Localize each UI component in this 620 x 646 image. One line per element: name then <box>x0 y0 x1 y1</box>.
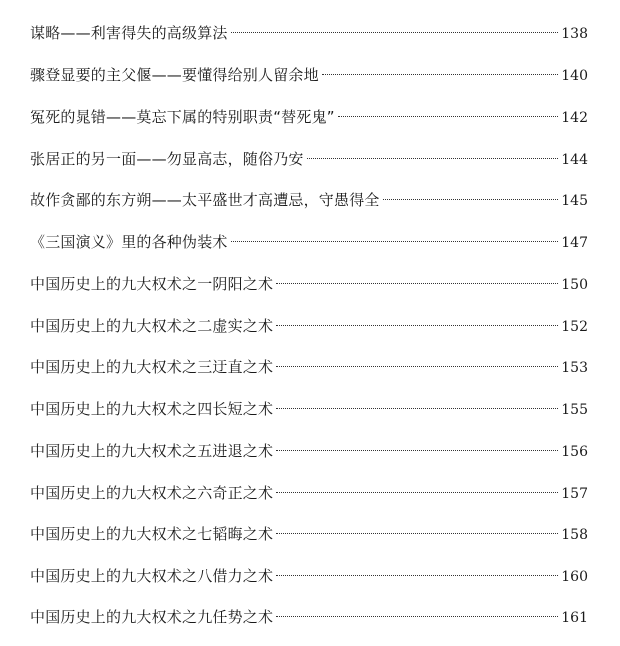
toc-entry-title: 中国历史上的九大权术之四长短之术 <box>30 400 274 418</box>
toc-entry-title: 中国历史上的九大权术之一阴阳之术 <box>30 275 274 293</box>
toc-entry-page: 153 <box>561 360 588 376</box>
toc-entry-page: 144 <box>561 152 588 168</box>
toc-entry-page: 156 <box>561 444 588 460</box>
toc-entry[interactable] <box>30 313 588 339</box>
toc-entry[interactable] <box>30 604 588 630</box>
toc-entry[interactable] <box>30 271 588 297</box>
toc-entry-title: 中国历史上的九大权术之六奇正之术 <box>30 484 274 502</box>
toc-entry-page: 160 <box>561 569 588 585</box>
toc-entry-page: 150 <box>561 277 588 293</box>
dot-leader <box>322 74 558 75</box>
toc-entry-title: 中国历史上的九大权术之七韬晦之术 <box>30 525 274 543</box>
dot-leader <box>276 616 558 617</box>
dot-leader <box>383 199 559 200</box>
toc-entry[interactable] <box>30 104 588 130</box>
toc-entry[interactable] <box>30 354 588 380</box>
toc-entry-page: 142 <box>561 110 588 126</box>
toc-entry[interactable] <box>30 20 588 46</box>
dot-leader <box>276 366 558 367</box>
toc-entry-title: 中国历史上的九大权术之八借力之术 <box>30 567 274 585</box>
toc-entry-title: 中国历史上的九大权术之三迂直之术 <box>30 358 274 376</box>
dot-leader <box>276 325 558 326</box>
toc-entry[interactable] <box>30 438 588 464</box>
toc-entry[interactable] <box>30 563 588 589</box>
toc-entry-title: 张居正的另一面——勿显高志，随俗乃安 <box>30 150 304 168</box>
toc-entry-title: 故作贪鄙的东方朔——太平盛世才高遭忌，守愚得全 <box>30 191 380 209</box>
toc-entry-page: 155 <box>561 402 588 418</box>
toc-entry-page: 138 <box>561 26 588 42</box>
toc-entry-page: 147 <box>561 235 588 251</box>
dot-leader <box>231 241 559 242</box>
toc-entry-title: 中国历史上的九大权术之二虚实之术 <box>30 317 274 335</box>
toc-entry-page: 157 <box>561 486 588 502</box>
toc-entry-title: 《三国演义》里的各种伪装术 <box>30 233 228 251</box>
toc-entry-title: 中国历史上的九大权术之五进退之术 <box>30 442 274 460</box>
toc-entry-page: 145 <box>561 193 588 209</box>
dot-leader <box>276 408 558 409</box>
toc-entry-title: 中国历史上的九大权术之九任势之术 <box>30 608 274 626</box>
toc-entry[interactable] <box>30 146 588 172</box>
toc-entry[interactable] <box>30 480 588 506</box>
toc-entry-page: 140 <box>561 68 588 84</box>
dot-leader <box>276 492 558 493</box>
dot-leader <box>276 450 558 451</box>
toc-entry[interactable] <box>30 187 588 213</box>
dot-leader <box>276 283 558 284</box>
toc-entry-page: 152 <box>561 319 588 335</box>
toc-entry[interactable] <box>30 229 588 255</box>
dot-leader <box>307 158 559 159</box>
dot-leader <box>276 533 558 534</box>
toc-entry-title: 骤登显要的主父偃——要懂得给别人留余地 <box>30 66 319 84</box>
toc-entry-page: 161 <box>561 610 588 626</box>
toc-entry[interactable] <box>30 521 588 547</box>
toc-entry-page: 158 <box>561 527 588 543</box>
toc-entry[interactable] <box>30 62 588 88</box>
dot-leader <box>231 32 559 33</box>
toc-entry-title: 冤死的晁错——莫忘下属的特别职责“替死鬼” <box>30 108 335 126</box>
toc-entry-title: 谋略——利害得失的高级算法 <box>30 24 228 42</box>
toc-entry[interactable] <box>30 396 588 422</box>
dot-leader <box>338 116 559 117</box>
dot-leader <box>276 575 558 576</box>
